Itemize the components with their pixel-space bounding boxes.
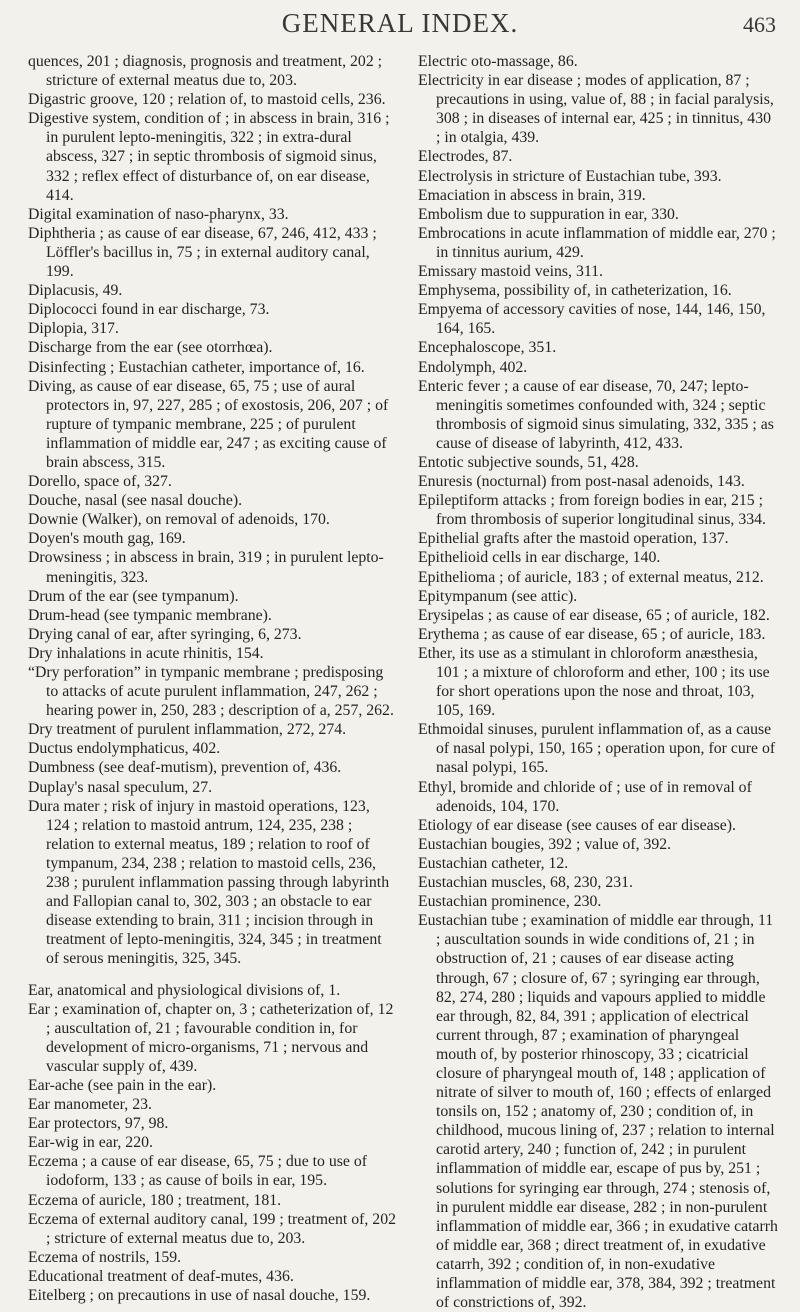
index-entry: Eczema ; a cause of ear disease, 65, 75 ; due to use of iodoform, 133 ; as cause of boils in ear, 195. (28, 1153, 368, 1190)
index-entry: Ether, its use as a stimulant in chloroform anæsthesia, 101 ; a mixture of chloroform and ether, 100 ; its use for short operations upon the nose and throat, 103, 105, 169. (418, 644, 770, 720)
index-entry: Digastric groove, 120 ; relation of, to mastoid cells, 236. (28, 91, 386, 109)
index-entry: Diplacusis, 49. (28, 282, 123, 300)
index-entry: Embrocations in acute inflammation of middle ear, 270 ; in tinnitus aurium, 429. (418, 224, 776, 261)
index-entry: Doyen's mouth gag, 169. (28, 530, 186, 548)
page-header (0, 0, 800, 48)
index-entry: Dorello, space of, 327. (28, 473, 172, 491)
index-entry: “Dry perforation” in tympanic membrane ; predisposing to attacks of acute purulent inflammation, 247, 262 ; hearing power in, 250, 283 ; description of a, 257, 262. (28, 664, 394, 720)
index-entry: Embolism due to suppuration in ear, 330. (418, 205, 679, 223)
index-entry: Digestive system, condition of ; in abscess in brain, 316 ; in purulent lepto-meningitis, 322 ; in extra-dural abscess, 327 ; in septic thrombosis of sigmoid sinus, 332 ; reflex effect of disturbance of, on ear disease, 414. (28, 110, 390, 204)
index-entry: Emissary mastoid veins, 311. (418, 263, 604, 281)
index-entry: Downie (Walker), on removal of adenoids, 170. (28, 511, 330, 529)
index-entry: Epithelioma ; of auricle, 183 ; of external meatus, 212. (418, 568, 764, 586)
index-entry: Etiology of ear disease (see causes of ear disease). (418, 816, 736, 834)
index-entry: Emphysema, possibility of, in catheterization, 16. (418, 282, 732, 300)
index-entry: Dry inhalations in acute rhinitis, 154. (28, 644, 264, 662)
index-entry: Ear, anatomical and physiological divisions of, 1. (28, 981, 341, 999)
index-entry: Empyema of accessory cavities of nose, 144, 146, 150, 164, 165. (418, 301, 766, 338)
index-entry: Eustachian prominence, 230. (418, 893, 602, 911)
index-entry: Eczema of auricle, 180 ; treatment, 181. (28, 1191, 282, 1209)
index-entry: Epileptiform attacks ; from foreign bodies in ear, 215 ; from thrombosis of superior longitudinal sinus, 334. (418, 492, 766, 529)
index-entry: Eustachian tube ; examination of middle ear through, 11 ; auscultation sounds in wide conditions of, 21 ; in obstruction of, 21 ; causes of ear disease acting through, 67 ; closure of, 67 ; syringing ear through, 82, 274, 280 ; liquids and vapours applied to middle ear through, 82, 84, 391 ; application of electrical current through, 87 ; examination of pharyngeal mouth of, by posterior rhinoscopy, 33 ; cicatricial closure of pharyngeal mouth of, 148 ; application of nitrate of silver to mouth of, 160 ; effects of enlarged tonsils on, 152 ; anatomy of, 230 ; condition of, in childhood, mucous lining of, 237 ; relation to internal carotid artery, 240 ; function of, 242 ; in purulent inflammation of middle ear, escape of pus by, 251 ; solutions for syringing ear through, 274 ; stenosis of, in purulent middle ear disease, 282 ; in non-purulent inflammation of middle ear, 366 ; in exudative catarrh of middle ear, 368 ; direct treatment of, in exudative catarrh, 392 ; condition of, in non-exudative inflammation of middle ear, 378, 384, 392 ; treatment of constrictions of, 392. (418, 912, 778, 1312)
index-entry: Drying canal of ear, after syringing, 6, 273. (28, 625, 302, 643)
index-entry: Electric oto-massage, 86. (418, 53, 578, 70)
index-entry: Electrolysis in stricture of Eustachian tube, 393. (418, 167, 722, 185)
index-entry: Electrodes, 87. (418, 148, 513, 166)
index-entry: Diphtheria ; as cause of ear disease, 67, 246, 412, 433 ; Löffler's bacillus in, 75 ; in external auditory canal, 199. (28, 224, 377, 281)
index-entry: Epithelioid cells in ear discharge, 140. (418, 549, 661, 567)
index-entry: Diving, as cause of ear disease, 65, 75 ; use of aural protectors in, 97, 227, 285 ; of exostosis, 206, 207 ; of rupture of tympanic membrane, 225 ; of purulent inflammation of middle ear, 247 ; as exciting cause of brain abscess, 315. (28, 377, 389, 471)
index-entry: Eustachian catheter, 12. (418, 854, 569, 872)
index-entry: Encephaloscope, 351. (418, 339, 557, 357)
index-entry: Epithelial grafts after the mastoid operation, 137. (418, 530, 729, 548)
index-entry: Duplay's nasal speculum, 27. (28, 778, 213, 796)
index-entry: Digital examination of naso-pharynx, 33. (28, 205, 289, 223)
index-entry: Dumbness (see deaf-mutism), prevention of, 436. (28, 759, 342, 777)
index-entry: Diplococci found in ear discharge, 73. (28, 301, 270, 319)
index-entry: Endolymph, 402. (418, 358, 528, 376)
index-entry: Dry treatment of purulent inflammation, 272, 274. (28, 721, 347, 739)
index-entry: quences, 201 ; diagnosis, prognosis and treatment, 202 ; stricture of external meatus due to, 203. (28, 53, 383, 90)
index-entry: Ethmoidal sinuses, purulent inflammation of, as a cause of nasal polypi, 150, 165 ; operation upon, for cure of nasal polypi, 165. (418, 721, 776, 777)
running-head: GENERAL INDEX. (281, 8, 519, 38)
page-number: 463 (743, 12, 776, 37)
index-entry: Eczema of nostrils, 159. (28, 1248, 182, 1266)
index-entry: Educational treatment of deaf-mutes, 436. (28, 1267, 294, 1285)
index-entry: Eczema of external auditory canal, 199 ; treatment of, 202 ; stricture of external meatus due to, 203. (28, 1210, 397, 1247)
index-entry: Drum of the ear (see tympanum). (28, 587, 239, 605)
index-column-left (28, 52, 396, 1305)
index-entry: Drum-head (see tympanic membrane). (28, 606, 272, 624)
index-entry: Drowsiness ; in abscess in brain, 319 ; in purulent lepto-meningitis, 323. (28, 549, 384, 586)
index-entry: Ear manometer, 23. (28, 1096, 152, 1114)
index-entry: Ear-wig in ear, 220. (28, 1134, 153, 1152)
index-entry: Douche, nasal (see nasal douche). (28, 492, 243, 510)
index-entry: Disinfecting ; Eustachian catheter, importance of, 16. (28, 358, 365, 376)
index-entry: Eustachian muscles, 68, 230, 231. (418, 874, 633, 892)
index-entry: Erythema ; as cause of ear disease, 65 ; of auricle, 183. (418, 625, 766, 643)
index-entry: Epitympanum (see attic). (418, 587, 578, 605)
index-entry: Diplopia, 317. (28, 320, 119, 338)
index-entry: Ductus endolymphaticus, 402. (28, 740, 221, 758)
index-entry: Ear protectors, 97, 98. (28, 1115, 169, 1133)
index-entry: Ethyl, bromide and chloride of ; use of in removal of adenoids, 104, 170. (418, 778, 752, 815)
index-entry: Erysipelas ; as cause of ear disease, 65 ; of auricle, 182. (418, 606, 770, 624)
index-column-right (418, 52, 778, 1312)
index-entry: Dura mater ; risk of injury in mastoid operations, 123, 124 ; relation to mastoid antrum, 124, 235, 238 ; relation to external meatus, 189 ; relation to roof of tympanum, 234, 238 ; relation to mastoid cells, 236, 238 ; purulent inflammation passing through labyrinth and Fallopian canal to, 302, 303 ; an obstacle to ear disease extending to brain, 311 ; incision through in treatment of lepto-meningitis, 324, 345 ; in treatment of serous meningitis, 325, 345. (28, 797, 390, 968)
index-entry: Eitelberg ; on precautions in use of nasal douche, 159. (28, 1287, 371, 1304)
index-entry: Ear ; examination of, chapter on, 3 ; catheterization of, 12 ; auscultation of, 21 ; favourable condition in, for development of micro-organisms, 71 ; nervous and vascular supply of, 439. (28, 1000, 394, 1075)
index-entry: Enteric fever ; a cause of ear disease, 70, 247; lepto-meningitis sometimes confounded with, 324 ; septic thrombosis of sigmoid sinus simulating, 332, 335 ; as cause of disease of labyrinth, 412, 433. (418, 377, 774, 452)
index-entry: Emaciation in abscess in brain, 319. (418, 186, 646, 204)
index-entry: Discharge from the ear (see otorrhœa). (28, 339, 273, 357)
index-entry: Electricity in ear disease ; modes of application, 87 ; precautions in using, value of, 88 ; in facial paralysis, 308 ; in diseases of internal ear, 425 ; in tinnitus, 430 ; in otalgia, 439. (418, 72, 774, 147)
index-entry: Eustachian bougies, 392 ; value of, 392. (418, 835, 672, 853)
index-entry: Entotic subjective sounds, 51, 428. (418, 453, 639, 471)
index-entry: Ear-ache (see pain in the ear). (28, 1076, 217, 1094)
index-entry: Enuresis (nocturnal) from post-nasal adenoids, 143. (418, 473, 745, 491)
